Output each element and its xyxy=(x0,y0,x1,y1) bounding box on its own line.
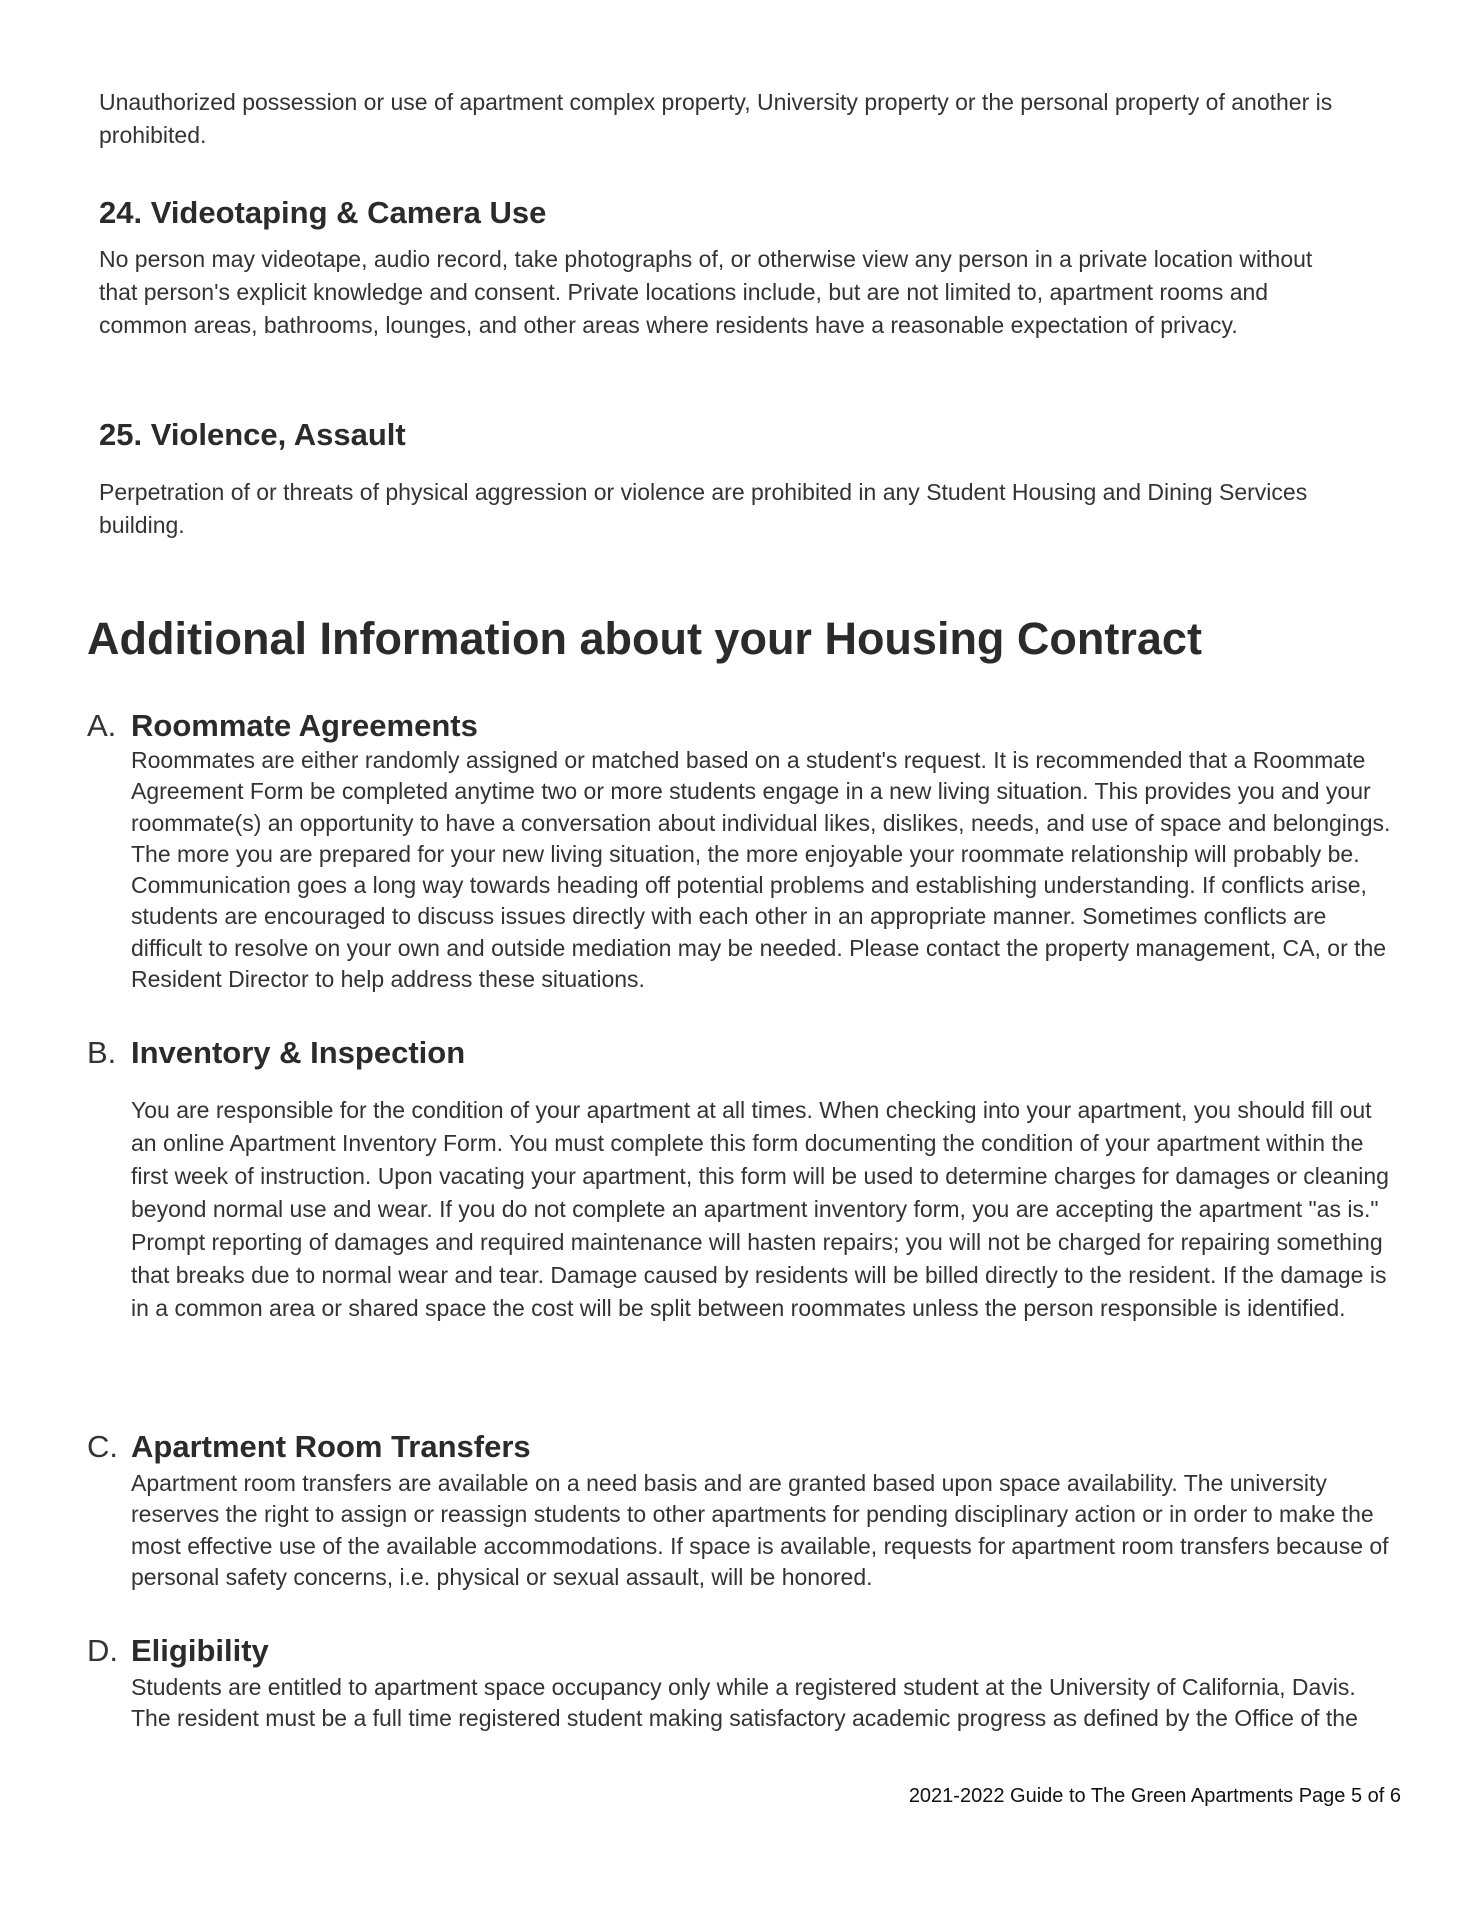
subsection-heading-eligibility xyxy=(87,1632,269,1670)
subsection-heading-roommate xyxy=(87,707,478,745)
subsection-text-roommate: Roommates are either randomly assigned or matched based on a student's request. It is recommended that a Roommate Agreement Form be completed anytime two or more students engage in a new living situation. This provides you and your roommate(s) an opportunity to have a conversation about individual likes, dislikes, needs, and use of space and belongings. The more you are prepared for your new living situation, the more enjoyable your roommate relationship will probably be. Communication goes a long way towards heading off potential problems and establishing understanding. If conflicts arise, students are encouraged to discuss issues directly with each other in an appropriate manner. Sometimes conflicts are difficult to resolve on your own and outside mediation may be needed. Please contact the property management, CA, or the Resident Director to help address these situations. xyxy=(131,747,1391,993)
subsection-letter: B. xyxy=(87,1035,117,1070)
subsection-text-eligibility: Students are entitled to apartment space occupancy only while a registered student at the University of California, Davis. The resident must be a full time registered student making satisfactory academic progress as defined by the Office of the xyxy=(131,1674,1358,1732)
section-text-violence: Perpetration of or threats of physical aggression or violence are prohibited in any Student Housing and Dining Services building. xyxy=(99,479,1308,538)
subsection-title: Roommate Agreements xyxy=(131,708,478,743)
subsection-title: Inventory & Inspection xyxy=(131,1035,466,1070)
subsection-heading-transfers xyxy=(87,1428,531,1466)
subsection-text-inventory: You are responsible for the condition of your apartment at all times. When checking into your apartment, you should fill out an online Apartment Inventory Form. You must complete this form documenting the condition of your apartment within the first week of instruction. Upon vacating your apartment, this form will be used to determine charges for damages or cleaning beyond normal use and wear. If you do not complete an apartment inventory form, you are accepting the apartment "as is." Prompt reporting of damages and required maintenance will hasten repairs; you will not be charged for repairing something that breaks due to normal wear and tear. Damage caused by residents will be billed directly to the resident. If the damage is in a common area or shared space the cost will be split between roommates unless the person responsible is identified. xyxy=(131,1097,1389,1321)
subsection-text-transfers: Apartment room transfers are available on a need basis and are granted based upon space availability. The university reserves the right to assign or reassign students to other apartments for pending disciplinary action or in order to make the most effective use of the available accommodations. If space is available, requests for apartment room transfers because of personal safety concerns, i.e. physical or sexual assault, will be honored. xyxy=(131,1470,1389,1590)
page-footer: 2021-2022 Guide to The Green Apartments Page 5 of 6 xyxy=(908,1785,1401,1807)
intro-paragraph: Unauthorized possession or use of apartment complex property, University property or the personal property of another is prohibited. xyxy=(99,89,1333,148)
subsection-letter: C. xyxy=(87,1429,118,1464)
subsection-heading-inventory xyxy=(87,1034,465,1072)
section-heading-violence: 25. Violence, Assault xyxy=(99,417,406,452)
subsection-letter: A. xyxy=(87,708,117,743)
main-heading: Additional Information about your Housing Contract xyxy=(87,613,1202,664)
section-heading-videotaping: 24. Videotaping & Camera Use xyxy=(99,195,547,230)
subsection-title: Eligibility xyxy=(131,1633,269,1668)
section-text-videotaping: No person may videotape, audio record, take photographs of, or otherwise view any person in a private location without that person's explicit knowledge and consent. Private locations include, but are not limited to, apartment rooms and common areas, bathrooms, lounges, and other areas where residents have a reasonable expectation of privacy. xyxy=(99,246,1313,338)
subsection-title: Apartment Room Transfers xyxy=(131,1429,531,1464)
subsection-letter: D. xyxy=(87,1633,118,1668)
